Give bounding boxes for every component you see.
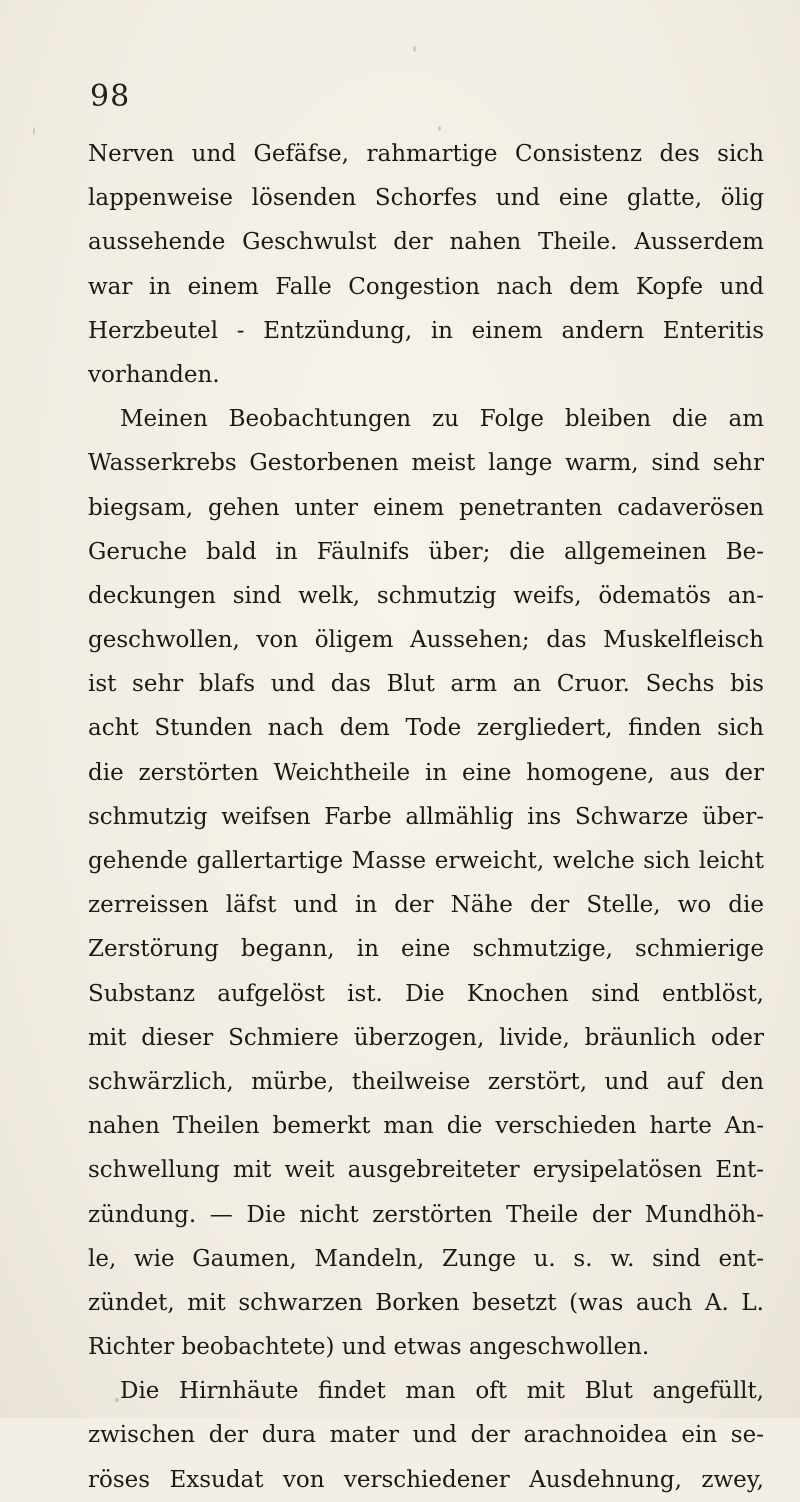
text-line: biegsam, gehen unter einem penetranten cadaverösen (88, 494, 764, 521)
text-line: acht Stunden nach dem Tode zergliedert, finden sich (88, 715, 764, 742)
paper-speck (33, 127, 35, 135)
text-line: Substanz aufgelöst ist. Die Knochen sind entblöst, (88, 980, 764, 1007)
text-line: zwischen der dura mater und der arachnoidea ein se- (88, 1422, 764, 1449)
text-line: zündet, mit schwarzen Borken besetzt (was auch A. L. (88, 1289, 764, 1316)
text-line: Wasserkrebs Gestorbenen meist lange warm, sind sehr (88, 450, 764, 477)
text-line: gehende gallertartige Masse erweicht, welche sich leicht (88, 848, 764, 874)
text-line: Nerven und Gefäfse, rahmartige Consistenz des sich (88, 141, 764, 167)
text-line: schwärzlich, mürbe, theilweise zerstört, und auf den (88, 1068, 764, 1095)
text-line: Zerstörung begann, in eine schmutzige, schmierige (88, 936, 764, 963)
text-line: schmutzig weifsen Farbe allmählig ins Schwarze über- (88, 803, 764, 830)
text-line: Die Hirnhäute findet man oft mit Blut angefüllt, (120, 1378, 764, 1405)
text-line: mit dieser Schmiere überzogen, livide, bräunlich oder (88, 1024, 764, 1051)
text-line: Richter beobachtete) und etwas angeschwollen. (88, 1334, 650, 1361)
text-line: schwellung mit weit ausgebreiteter erysipelatösen Ent- (88, 1157, 764, 1184)
text-line: deckungen sind welk, schmutzig weifs, ödematös an- (88, 582, 764, 609)
text-line: nahen Theilen bemerkt man die verschieden harte An- (88, 1113, 764, 1140)
paper-speck (438, 126, 441, 131)
text-line: war in einem Falle Congestion nach dem Kopfe und (88, 273, 764, 300)
text-line: aussehende Geschwulst der nahen Theile. Ausserdem (88, 229, 764, 256)
text-line: zündung. — Die nicht zerstörten Theile der Mundhöh- (88, 1201, 764, 1228)
text-line: die zerstörten Weichtheile in eine homogene, aus der (88, 759, 764, 786)
text-line: Meinen Beobachtungen zu Folge bleiben die am (120, 406, 764, 433)
paper-speck (413, 46, 416, 52)
body-text (88, 132, 764, 1502)
text-line: le, wie Gaumen, Mandeln, Zunge u. s. w. sind ent- (88, 1245, 764, 1272)
page-number: 98 (90, 79, 131, 114)
text-line: Geruche bald in Fäulnifs über; die allgemeinen Be- (88, 538, 764, 565)
text-line: geschwollen, von öligem Aussehen; das Muskelfleisch (88, 627, 764, 654)
paper-speck (115, 1398, 119, 1402)
text-line: lappenweise lösenden Schorfes und eine glatte, ölig (88, 185, 764, 212)
text-line: Herzbeutel - Entzündung, in einem andern Enteritis (88, 317, 764, 344)
text-line: ist sehr blafs und das Blut arm an Cruor. Sechs bis (88, 671, 764, 698)
text-line: röses Exsudat von verschiedener Ausdehnung, zwey, (88, 1466, 764, 1493)
text-line: zerreissen läfst und in der Nähe der Stelle, wo die (88, 892, 764, 919)
text-line: vorhanden. (88, 361, 220, 388)
